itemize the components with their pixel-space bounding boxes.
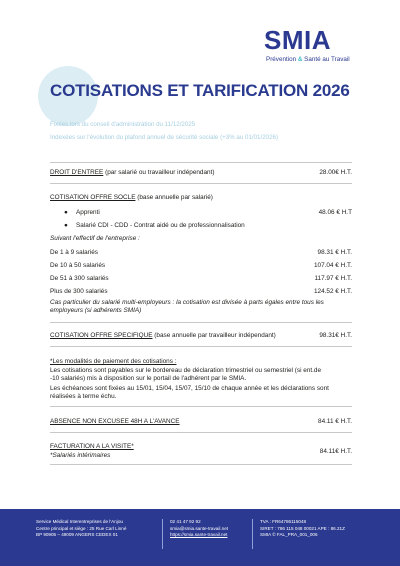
footer [0, 509, 400, 566]
logo-tagline-right: Santé au Travail [304, 56, 350, 63]
paiement-line: Les échéances sont fixées au 15/01, 15/04, 15/07, 15/10 de chaque année et les déclarations sont [50, 385, 329, 392]
multi-employeur-note-1: Cas particulier du salarié multi-employeurs : la cotisation est divisée à parts égales entre tous les [50, 299, 324, 306]
droit-entree-note: (par salarié ou travailleur indépendant) [103, 169, 215, 176]
logo-tagline-left: Prévention [266, 56, 297, 63]
separator-line [50, 346, 352, 347]
tier-row [50, 262, 352, 270]
footer-doc-ref: SMIA © FAL_PRA_001_006 [260, 532, 318, 538]
footer-siret: SIRET : 786 115 048 00021 APE : 86.21Z [260, 525, 345, 531]
footer-contact [170, 519, 228, 539]
tier-row [50, 249, 352, 257]
offre-specifique-label: COTISATION OFFRE SPECIFIQUE [50, 332, 153, 339]
footer-address [36, 519, 126, 539]
footer-divider [252, 519, 253, 549]
logo-tagline [266, 56, 350, 63]
offre-specifique-price: 98.31€ H.T. [319, 332, 352, 339]
bullet-text: Apprenti [76, 209, 100, 216]
offre-socle-label: COTISATION OFFRE SOCLE [50, 194, 136, 201]
paiement-line: Les cotisations sont payables sur le bordereau de déclaration trimestriel ou semestriel (si ent.de [50, 367, 322, 374]
bullet-price: 48.06 € H.T [318, 209, 352, 216]
bullet-text: Salarié CDI - CDD - Contrat aidé ou de professionnalisation [76, 222, 245, 229]
footer-phone: 02 41 47 92 92 [170, 519, 201, 524]
offre-socle-note: (base annuelle par salarié) [135, 194, 213, 201]
tier-label: Plus de 300 salariés [50, 288, 108, 295]
facturation-sub: *Salariés intérimaires [50, 452, 111, 459]
tier-row [50, 288, 352, 296]
tier-price: 124.52 € H.T. [313, 288, 352, 295]
footer-tva: TVA : FR64786115048 [260, 519, 307, 524]
bullet-icon: ● [64, 222, 68, 229]
separator-line [50, 322, 352, 323]
footer-legal [260, 519, 345, 539]
separator-line [50, 464, 352, 465]
paiement-line: -10 salariés) mis à disposition sur le portail de l'adhérent par le SMIA. [50, 375, 247, 382]
paiement-line: réalisées à terme échu. [50, 393, 117, 400]
footer-website-link[interactable]: https://smia.sante-travail.net [170, 532, 228, 538]
tier-price: 107.04 € H.T. [313, 262, 352, 269]
separator-line [50, 406, 352, 407]
tier-label: De 1 à 9 salariés [50, 249, 98, 256]
logo-tagline-amp: & [297, 56, 303, 63]
footer-divider [162, 519, 163, 549]
tier-label: De 10 à 50 salariés [50, 262, 106, 269]
multi-employeur-note-2: employeurs (si adhérents SMIA) [50, 307, 142, 314]
paiement-heading: *Les modalités de paiement des cotisations : [50, 358, 177, 365]
absence-price: 84.11 € H.T. [318, 418, 352, 425]
offre-specifique-note: (base annuelle par travailleur indépendant) [152, 332, 276, 339]
footer-address-line: BP 90905 – 49009 ANGERS CEDEX 01 [36, 532, 118, 538]
tier-price: 117.97 € H.T. [314, 275, 352, 282]
effectif-label: Suivant l'effectif de l'entreprise : [50, 235, 140, 242]
facturation-price: 84.11€ H.T. [319, 448, 352, 455]
tier-price: 98.31 € H.T. [317, 249, 352, 256]
footer-email[interactable]: smia@smia.sante-travail.net [170, 525, 229, 531]
separator-line [50, 432, 352, 433]
footer-org-name: Service Médical Interentreprises de l'Anjou [36, 519, 123, 524]
separator-line [50, 162, 352, 163]
smia-logo [264, 26, 374, 64]
tier-label: De 51 à 300 salariés [50, 275, 109, 282]
subtitle-council: Fixées lors du conseil d'administration du 11/12/2025 [50, 121, 196, 128]
droit-entree-price: 28.00€ H.T. [319, 169, 352, 176]
droit-entree-label: DROIT D'ENTREE [50, 169, 104, 176]
logo-name: SMIA [264, 25, 331, 55]
bullet-icon: ● [64, 209, 68, 216]
page-title: COTISATIONS ET TARIFICATION 2026 [50, 81, 350, 100]
absence-label: ABSENCE NON EXCUSEE 48H A L'AVANCE [50, 418, 180, 425]
tier-row [50, 275, 352, 283]
facturation-label: FACTURATION A LA VISITE* [50, 443, 134, 450]
footer-address-line: Centre principal et siège : 25 Rue Carl Linné [36, 525, 127, 531]
separator-line [50, 183, 352, 184]
subtitle-index: Indexées sur l'évolution du plafond annuel de sécurité sociale (+3% au 01/01/2026) [50, 134, 279, 141]
